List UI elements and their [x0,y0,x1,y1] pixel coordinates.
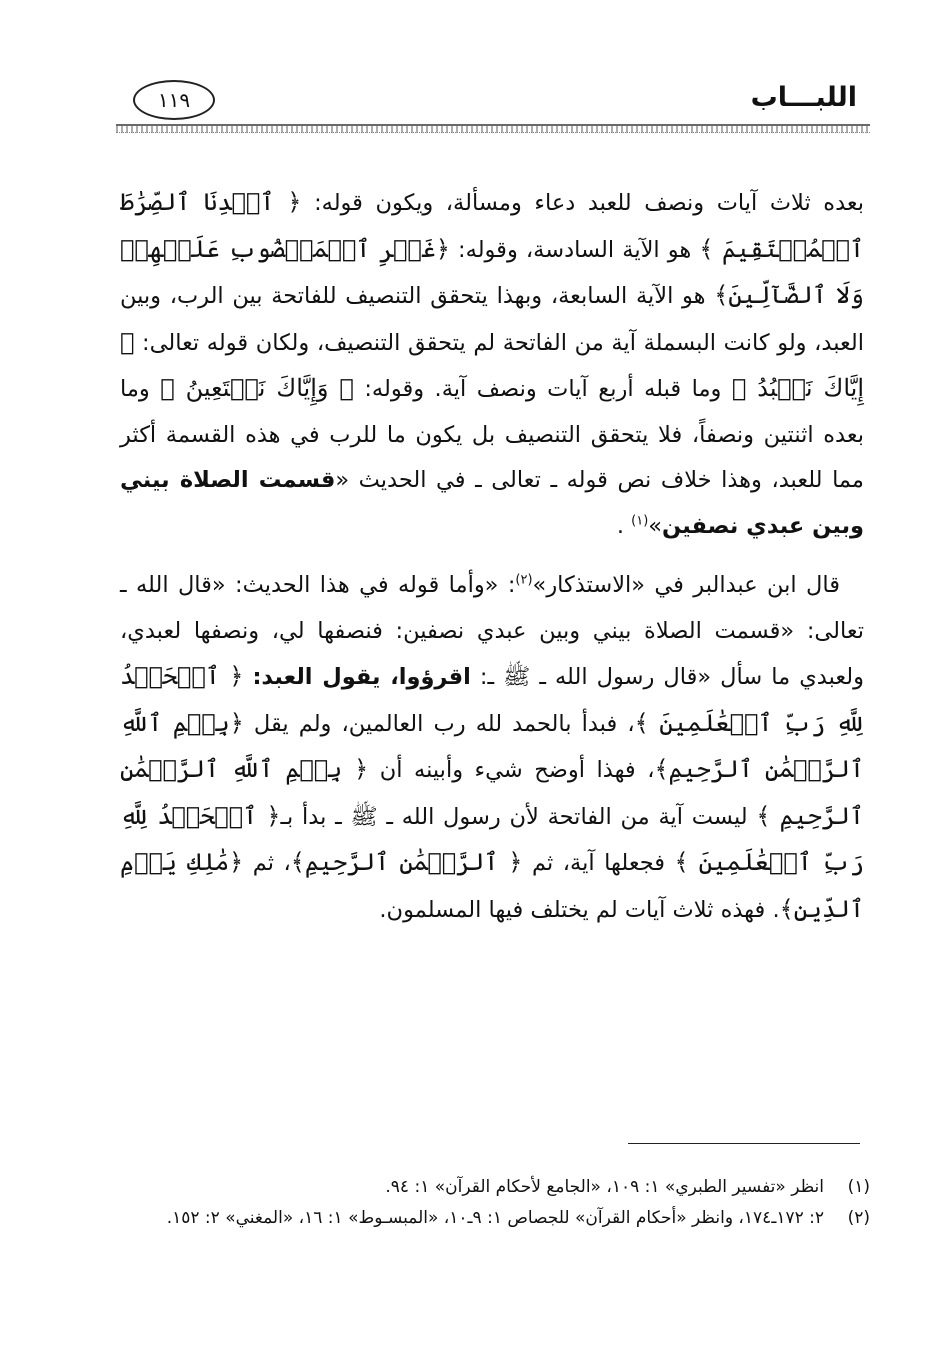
quran-verse: ﴿ ٱلرَّحۡمَٰنِ ٱلرَّحِيمِ﴾ [290,848,523,876]
text-run: فجعلها آية، ثم [522,850,675,876]
quran-verse: ﴿غَيۡرِ ٱلۡمَغۡضُوبِ عَلَيۡهِمۡ وَلَا ٱلضَّآلِّينَ﴾ [120,234,864,309]
footnote-ref[interactable]: (١) [631,513,649,528]
text-run: . فهذه ثلاث آيات لم يختلف فيها المسلمون. [379,896,780,923]
hadith-quote: اقرؤوا، يقول العبد: [252,664,471,690]
quran-verse: ﴿ ٱلۡحَمۡدُ لِلَّهِ رَبِّ ٱلۡعَٰلَمِينَ ﴾ [120,801,865,876]
text-run: . [616,512,632,539]
footnotes [120,1172,870,1234]
quran-verse: ﴿بِسۡمِ ٱللَّهِ ٱلرَّحۡمَٰنِ ٱلرَّحِيمِ﴾ [120,708,865,783]
quran-verse: ﴿ ٱهۡدِنَا ٱلصِّرَٰطَ ٱلۡمُسۡتَقِيمَ ﴾ [120,188,865,263]
text-run: قال ابن عبدالبر في «الاستذكار» [532,572,840,598]
footnote-number: (١) [847,1177,870,1197]
text-run: ، فبدأ بالحمد لله رب العالمين، ولم يقل [243,710,635,737]
page-number-text: ١١٩ [157,88,191,112]
text-run: ، ثم [243,850,291,876]
paragraph-1 [120,180,864,549]
footnote-1 [120,1172,870,1203]
text-run: هو الآية السابعة، وبهذا يتحقق التنصيف للفاتحة بين الرب، وبين العبد، ولو كانت البسملة آية من الفاتحة لم يتحقق التنصيف، ولكان قوله تعالى: [120,283,864,356]
text-run: بعده ثلاث آيات ونصف للعبد دعاء ومسألة، ويكون قوله: [301,190,864,216]
text-run: » [648,512,663,539]
text-run: هو الآية السادسة، وقوله: [449,236,700,263]
quran-verse: ﴿مَٰلِكِ يَوۡمِ ٱلدِّينِ﴾ [120,848,864,923]
footnote-number: (٢) [847,1208,870,1228]
footnote-2 [120,1203,870,1234]
quran-verse: ﴿ ٱلۡحَمۡدُ لِلَّهِ رَبِّ ٱلۡعَٰلَمِينَ ﴾ [120,662,864,737]
footnote-divider [628,1143,860,1144]
text-run: ليست آية من الفاتحة لأن رسول الله ـ ﷺ ـ بدأ بـ [280,803,757,830]
text-run: وما قبله أربع آيات ونصف آية. وقوله: [353,376,732,402]
footnote-ref[interactable]: (٢) [515,572,533,588]
quran-verse: ﴿ وَإِيَّاكَ نَسۡتَعِينُ ﴾ [160,374,354,402]
quran-verse: ﴿ إِيَّاكَ نَعۡبُدُ ﴾ [120,327,864,402]
hadith-quote: قسمت الصلاة بيني وبين عبدي نصفين [120,467,864,539]
footnote-text: انظر «تفسير الطبري» ١: ١٠٩، «الجامع لأحكام القرآن» ١: ٩٤. [385,1177,824,1197]
page-number [133,80,215,120]
running-title: اللبـــاب [750,82,857,113]
text-run: : «وأما قوله في هذا الحديث: «قال الله ـ تعالى: «قسمت الصلاة بيني وبين عبدي نصفين: فنصفها لي، ونصفها لعبدي، ولعبدي ما سأل «قال رسول الله ـ ﷺ ـ: [120,572,864,690]
text-run: وما بعده اثنتين ونصفاً، فلا يتحقق التنصيف بل يكون ما للرب في هذه القسمة أكثر مما للعبد، وهذا خلاف نص قوله ـ تعالى ـ في الحديث « [120,376,864,493]
paragraph-2 [120,563,864,933]
footnote-text: ٢: ١٧٢ـ١٧٤، وانظر «أحكام القرآن» للجصاص ١: ٩ـ١٠، «المبسـوط» ١: ١٦، «المغني» ٢: ١٥٢. [166,1208,824,1228]
header-divider [116,124,870,133]
main-text [120,180,864,933]
text-run: ، فهذا أوضح شيء وأبينه أن [368,757,655,783]
quran-verse: ﴿ بِسۡمِ ٱللَّهِ ٱلرَّحۡمَٰنِ ٱلرَّحِيمِ ﴾ [120,755,864,830]
